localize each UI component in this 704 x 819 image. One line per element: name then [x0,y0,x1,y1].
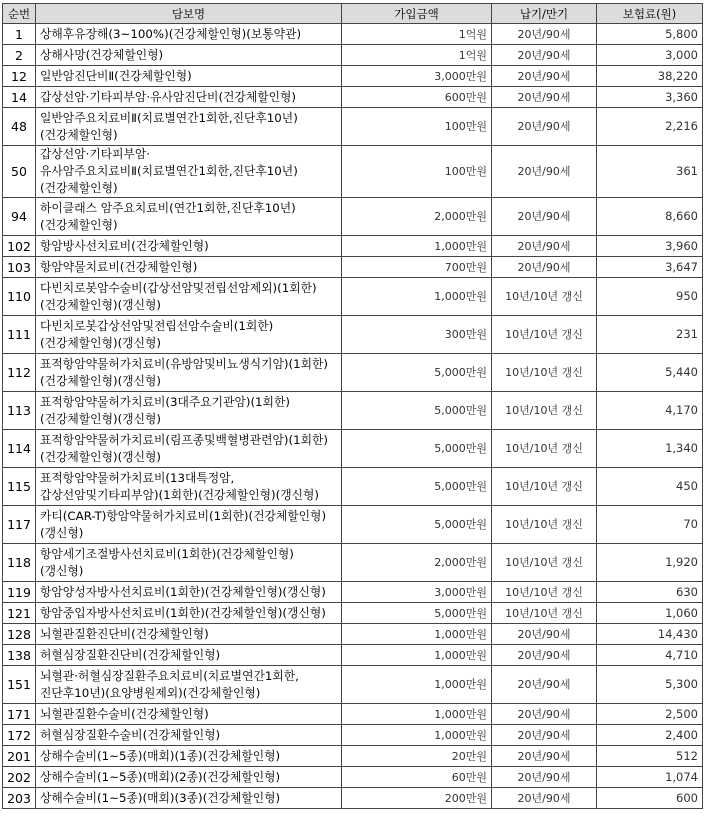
coverage-amount: 100만원 [342,108,492,146]
table-header-row [3,4,703,24]
premium-value: 5,440 [597,354,703,392]
payment-term: 10년/10년 갱신 [492,582,597,603]
table-row [3,87,703,108]
row-no: 12 [3,66,36,87]
payment-term: 10년/10년 갱신 [492,506,597,544]
coverage-amount: 5,000만원 [342,354,492,392]
payment-term: 20년/90세 [492,645,597,666]
premium-value: 2,216 [597,108,703,146]
row-no: 14 [3,87,36,108]
payment-term: 20년/90세 [492,767,597,788]
row-no: 115 [3,468,36,506]
coverage-amount: 5,000만원 [342,392,492,430]
payment-term: 20년/90세 [492,257,597,278]
payment-term: 20년/90세 [492,788,597,809]
premium-value: 4,710 [597,645,703,666]
coverage-amount: 2,000만원 [342,544,492,582]
row-no: 201 [3,746,36,767]
premium-value: 4,170 [597,392,703,430]
table-row [3,544,703,582]
coverage-amount: 2,000만원 [342,198,492,236]
coverage-name: 상해후유장해(3~100%)(건강체할인형)(보통약관) [36,24,342,45]
payment-term: 10년/10년 갱신 [492,278,597,316]
payment-term: 20년/90세 [492,66,597,87]
payment-term: 10년/10년 갱신 [492,316,597,354]
premium-value: 361 [597,146,703,198]
table-row [3,354,703,392]
table-row [3,146,703,198]
table-row [3,316,703,354]
row-no: 117 [3,506,36,544]
coverage-name: 뇌혈관·허혈심장질환주요치료비(치료별연간1회한,진단후10년)(요양병원제외)(건강체할인형) [36,666,342,704]
coverage-name: 일반암진단비Ⅱ(건강체할인형) [36,66,342,87]
coverage-amount: 5,000만원 [342,506,492,544]
coverage-name: 다빈치로봇암수술비(갑상선암및전립선암제외)(1회한)(건강체할인형)(갱신형) [36,278,342,316]
premium-value: 5,300 [597,666,703,704]
table-row [3,666,703,704]
premium-value: 450 [597,468,703,506]
premium-value: 600 [597,788,703,809]
row-no: 172 [3,725,36,746]
premium-value: 2,400 [597,725,703,746]
row-no: 202 [3,767,36,788]
table-row [3,767,703,788]
coverage-amount: 700만원 [342,257,492,278]
coverage-amount: 1,000만원 [342,666,492,704]
table-row [3,468,703,506]
row-no: 1 [3,24,36,45]
premium-value: 3,647 [597,257,703,278]
row-no: 114 [3,430,36,468]
row-no: 103 [3,257,36,278]
table-row [3,66,703,87]
coverage-name: 카티(CAR-T)항암약물허가치료비(1회한)(건강체할인형)(갱신형) [36,506,342,544]
coverage-name: 항암중입자방사선치료비(1회한)(건강체할인형)(갱신형) [36,603,342,624]
coverage-amount: 1억원 [342,24,492,45]
coverage-amount: 3,000만원 [342,582,492,603]
table-row [3,236,703,257]
payment-term: 20년/90세 [492,146,597,198]
premium-value: 5,800 [597,24,703,45]
header-no: 순번 [3,4,36,24]
table-row [3,603,703,624]
coverage-name: 상해사망(건강체할인형) [36,45,342,66]
payment-term: 20년/90세 [492,624,597,645]
row-no: 118 [3,544,36,582]
coverage-amount: 3,000만원 [342,66,492,87]
coverage-name: 일반암주요치료비Ⅱ(치료별연간1회한,진단후10년)(건강체할인형) [36,108,342,146]
coverage-amount: 1,000만원 [342,704,492,725]
table-row [3,24,703,45]
coverage-name: 표적항암약물허가치료비(유방암및비뇨생식기암)(1회한)(건강체할인형)(갱신형) [36,354,342,392]
coverage-amount: 60만원 [342,767,492,788]
row-no: 110 [3,278,36,316]
table-body [3,24,703,809]
table-row [3,725,703,746]
row-no: 94 [3,198,36,236]
coverage-name: 항암양성자방사선치료비(1회한)(건강체할인형)(갱신형) [36,582,342,603]
premium-value: 3,000 [597,45,703,66]
payment-term: 20년/90세 [492,24,597,45]
payment-term: 10년/10년 갱신 [492,603,597,624]
premium-value: 3,360 [597,87,703,108]
coverage-name: 하이클래스 암주요치료비(연간1회한,진단후10년)(건강체할인형) [36,198,342,236]
premium-value: 8,660 [597,198,703,236]
coverage-amount: 1억원 [342,45,492,66]
coverage-amount: 5,000만원 [342,603,492,624]
premium-value: 2,500 [597,704,703,725]
payment-term: 10년/10년 갱신 [492,544,597,582]
row-no: 113 [3,392,36,430]
payment-term: 10년/10년 갱신 [492,392,597,430]
coverage-name: 항암방사선치료비(건강체할인형) [36,236,342,257]
coverage-name: 항암약물치료비(건강체할인형) [36,257,342,278]
payment-term: 10년/10년 갱신 [492,354,597,392]
table-row [3,198,703,236]
header-amount: 가입금액 [342,4,492,24]
coverage-amount: 5,000만원 [342,468,492,506]
premium-value: 231 [597,316,703,354]
premium-value: 1,060 [597,603,703,624]
coverage-name: 갑상선암·기타피부암·유사암주요치료비Ⅱ(치료별연간1회한,진단후10년)(건강체할인형) [36,146,342,198]
coverage-amount: 200만원 [342,788,492,809]
coverage-name: 다빈치로봇갑상선암및전립선암수술비(1회한)(건강체할인형)(갱신형) [36,316,342,354]
row-no: 171 [3,704,36,725]
row-no: 112 [3,354,36,392]
table-row [3,645,703,666]
row-no: 50 [3,146,36,198]
row-no: 121 [3,603,36,624]
premium-value: 3,960 [597,236,703,257]
row-no: 203 [3,788,36,809]
row-no: 119 [3,582,36,603]
payment-term: 20년/90세 [492,198,597,236]
table-row [3,430,703,468]
row-no: 151 [3,666,36,704]
coverage-amount: 1,000만원 [342,236,492,257]
coverage-amount: 20만원 [342,746,492,767]
premium-value: 950 [597,278,703,316]
header-premium: 보험료(원) [597,4,703,24]
payment-term: 20년/90세 [492,108,597,146]
coverage-name: 상해수술비(1~5종)(매회)(3종)(건강체할인형) [36,788,342,809]
row-no: 128 [3,624,36,645]
table-row [3,788,703,809]
premium-value: 512 [597,746,703,767]
row-no: 2 [3,45,36,66]
coverage-amount: 5,000만원 [342,430,492,468]
coverage-amount: 1,000만원 [342,645,492,666]
coverage-name: 뇌혈관질환진단비(건강체할인형) [36,624,342,645]
payment-term: 20년/90세 [492,45,597,66]
coverage-amount: 600만원 [342,87,492,108]
row-no: 111 [3,316,36,354]
coverage-name: 표적항암약물허가치료비(림프종및백혈병관련암)(1회한)(건강체할인형)(갱신형) [36,430,342,468]
payment-term: 10년/10년 갱신 [492,430,597,468]
table-row [3,45,703,66]
coverage-name: 표적항암약물허가치료비(13대특정암,갑상선암및기타피부암)(1회한)(건강체할인형)(갱신형) [36,468,342,506]
payment-term: 20년/90세 [492,666,597,704]
coverage-amount: 300만원 [342,316,492,354]
coverage-amount: 1,000만원 [342,624,492,645]
premium-value: 38,220 [597,66,703,87]
coverage-name: 뇌혈관질환수술비(건강체할인형) [36,704,342,725]
coverage-amount: 1,000만원 [342,725,492,746]
coverage-name: 갑상선암·기타피부암·유사암진단비(건강체할인형) [36,87,342,108]
table-row [3,624,703,645]
row-no: 138 [3,645,36,666]
row-no: 102 [3,236,36,257]
header-term: 납기/만기 [492,4,597,24]
coverage-name: 허혈심장질환진단비(건강체할인형) [36,645,342,666]
payment-term: 10년/10년 갱신 [492,468,597,506]
header-name: 담보명 [36,4,342,24]
payment-term: 20년/90세 [492,704,597,725]
row-no: 48 [3,108,36,146]
coverage-amount: 1,000만원 [342,278,492,316]
premium-value: 1,920 [597,544,703,582]
table-row [3,582,703,603]
table-row [3,392,703,430]
premium-value: 1,074 [597,767,703,788]
coverage-name: 상해수술비(1~5종)(매회)(2종)(건강체할인형) [36,767,342,788]
table-row [3,278,703,316]
premium-value: 14,430 [597,624,703,645]
table-row [3,257,703,278]
payment-term: 20년/90세 [492,236,597,257]
table-row [3,108,703,146]
coverage-name: 허혈심장질환수술비(건강체할인형) [36,725,342,746]
coverage-table [2,3,703,809]
premium-value: 1,340 [597,430,703,468]
coverage-amount: 100만원 [342,146,492,198]
coverage-name: 표적항암약물허가치료비(3대주요기관암)(1회한)(건강체할인형)(갱신형) [36,392,342,430]
premium-value: 70 [597,506,703,544]
coverage-name: 상해수술비(1~5종)(매회)(1종)(건강체할인형) [36,746,342,767]
payment-term: 20년/90세 [492,725,597,746]
payment-term: 20년/90세 [492,87,597,108]
coverage-name: 항암세기조절방사선치료비(1회한)(건강체할인형)(갱신형) [36,544,342,582]
table-row [3,746,703,767]
table-row [3,506,703,544]
payment-term: 20년/90세 [492,746,597,767]
premium-value: 630 [597,582,703,603]
table-row [3,704,703,725]
